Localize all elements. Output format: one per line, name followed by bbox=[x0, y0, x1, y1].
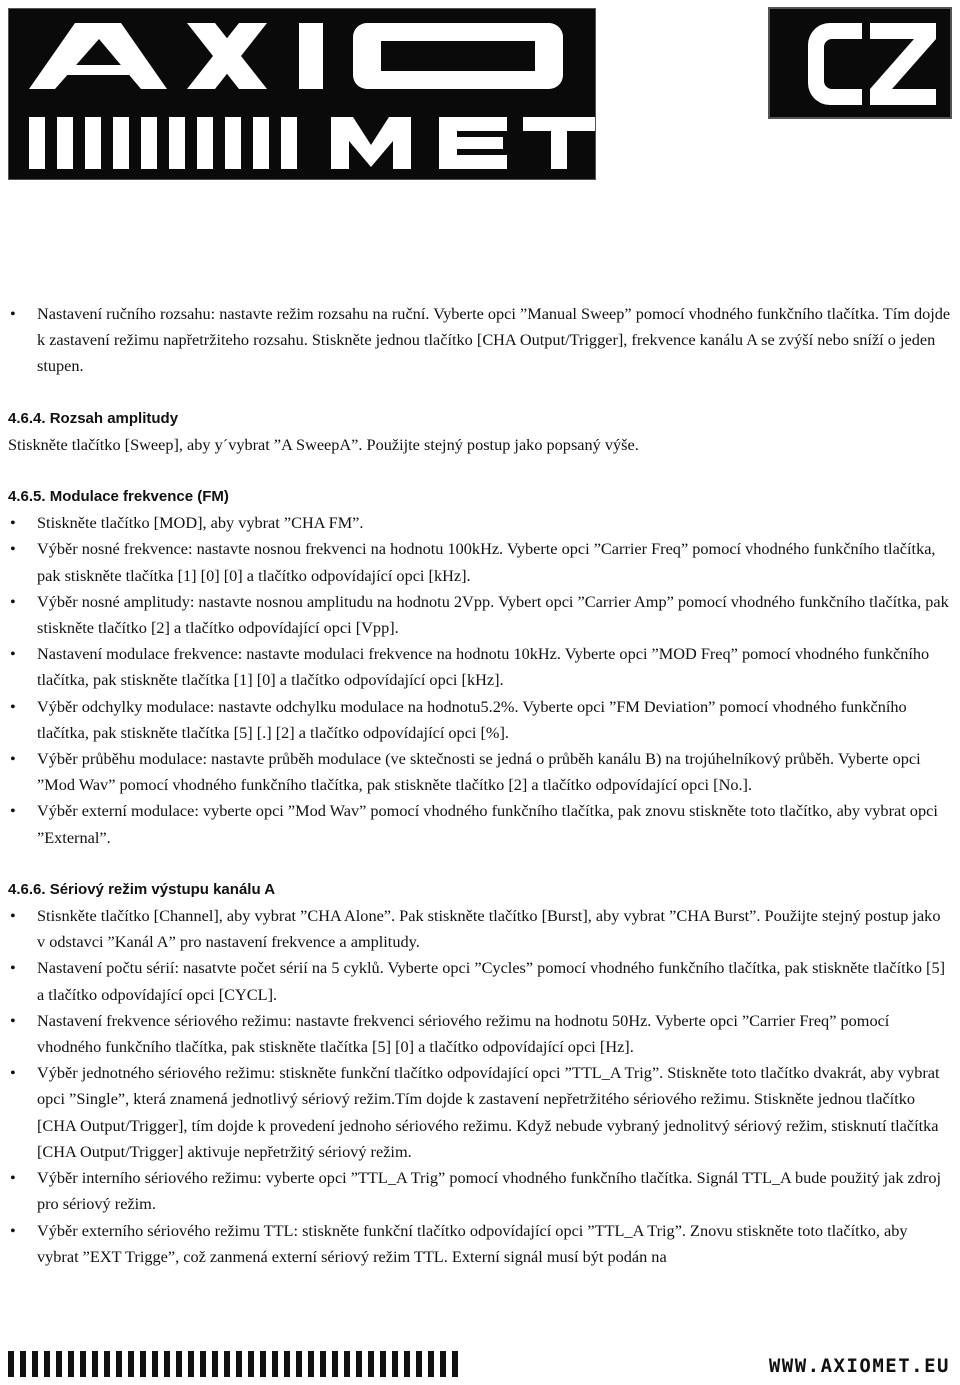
cz-badge bbox=[768, 7, 952, 119]
list-item: • Výběr jednotného sériového režimu: stiskněte funkční tlačítko odpovídající opci ”TTL_A Trig”. Stiskněte toto tlačítko dvakrát, aby vybrat opci ”Single”, která znamená jednotlivý sériový režim.Tím dojde k zastavení nepřetržitého sériového režimu. Stiskněte jednou tlačítko [CHA Output/Trigger], tím dojde k provedení jednoho sériového režimu. Když nebude vybraný jednolitvý sériový režim, stisknutí tlačítka [CHA Output/Trigger] aktivuje nepřetržitý sériový režim. bbox=[8, 1060, 952, 1165]
section-heading-4-6-6: 4.6.6. Sériový režim výstupu kanálu A bbox=[8, 880, 276, 898]
footer-url-logo bbox=[712, 1349, 952, 1379]
list-item: • Výběr interního sériového režimu: vyberte opci ”TTL_A Trig” pomocí vhodného funkčního tlačítka. Signál TTL_A bude použitý jak zdroj pro sériový režim. bbox=[8, 1165, 952, 1217]
section-heading-4-6-4: 4.6.4. Rozsah amplitudy bbox=[8, 409, 179, 427]
list-item: • Výběr průběhu modulace: nastavte průběh modulace (ve sktečnosti se jedná o průběh kanálu B) na trojúhelníkový průběh. Vyberte opci ”Mod Wav” pomocí vhodného funkčního tlačítka, pak stiskněte tlačítko [2] a tlačítko odpovídající opci [No.]. bbox=[8, 746, 952, 798]
list-item: • Nastavení frekvence sériového režimu: nastavte frekvenci sériového režimu na hodnotu 50Hz. Vyberte opci ”Carrier Freq” pomocí vhodného funkčního tlačítka, pak stiskněte tlačítka [5] [0] a tlačítko odpovídající opci [Hz]. bbox=[8, 1008, 952, 1060]
list-item: • Výběr externího sériového režimu TTL: stiskněte funkční tlačítko odpovídající opci ”TTL_A Trig”. Znovu stiskněte toto tlačítko, aby vybrat ”EXT Trigge”, což zanmená externí sériový režim TTL. Externí signál musí být podán na bbox=[8, 1218, 952, 1270]
section-heading-4-6-5: 4.6.5. Modulace frekvence (FM) bbox=[8, 488, 229, 506]
footer-bars-decoration bbox=[8, 1349, 464, 1379]
list-item: • Stisnkěte tlačítko [Channel], aby vybrat ”CHA Alone”. Pak stiskněte tlačítko [Burst], aby vybrat ”CHA Burst”. Použijte stejný postup jako v odstavci ”Kanál A” pro nastavení frekvence a amplitudy. bbox=[8, 903, 952, 955]
list-item: • Nastavení počtu sérií: nasatvte počet sérií na 5 cyklů. Vyberte opci ”Cycles” pomocí vhodného funkčního tlačítka, pak stiskněte tlačítko [5] a tlačítko odpovídající opci [CYCL]. bbox=[8, 955, 952, 1007]
axiomet-logo bbox=[8, 8, 596, 180]
list-item: • Výběr externí modulace: vyberte opci ”Mod Wav” pomocí vhodného funkčního tlačítka, pak znovu stiskněte toto tlačítko, aby vybrat opci ”External”. bbox=[8, 798, 952, 850]
svg-text:WWW.AXIOMET.EU: WWW.AXIOMET.EU bbox=[768, 1355, 950, 1377]
document-body bbox=[8, 301, 952, 1270]
list-item: • Výběr odchylky modulace: nastavte odchylku modulace na hodnotu5.2%. Vyberte opci ”FM Deviation” pomocí vhodného funkčního tlačítka, pak stiskněte tlačítka [5] [.] [2] a tlačítko odpovídající opci [%]. bbox=[8, 694, 952, 746]
list-item: • Nastavení modulace frekvence: nastavte modulaci frekvence na hodnotu 10kHz. Vyberte opci ”MOD Freq” pomocí vhodného funkčního tlačítka, pak stiskněte tlačítka [1] [0] a tlačítko odpovídající opci [kHz]. bbox=[8, 641, 952, 693]
list-item: • Stiskněte tlačítko [MOD], aby vybrat ”CHA FM”. bbox=[8, 510, 952, 536]
paragraph: Stiskněte tlačítko [Sweep], aby y´vybrat ”A SweepA”. Použijte stejný postup jako popsaný výše. bbox=[8, 434, 639, 454]
list-item: • Výběr nosné frekvence: nastavte nosnou frekvenci na hodnotu 100kHz. Vyberte opci ”Carrier Freq” pomocí vhodného funkčního tlačítka, pak stiskněte tlačítka [1] [0] [0] a tlačítko odpovídající opci [kHz]. bbox=[8, 536, 952, 588]
list-item: • Nastavení ručního rozsahu: nastavte režim rozsahu na ruční. Vyberte opci ”Manual Sweep” pomocí vhodného funkčního tlačítka. Tím dojde k zastavení režimu napřetržiteho rozsahu. Stiskněte jednou tlačítko [CHA Output/Trigger], frekvence kanálu A se zvýší nebo sníží o jeden stupen. bbox=[8, 301, 952, 380]
list-item: • Výběr nosné amplitudy: nastavte nosnou amplitudu na hodnotu 2Vpp. Vybert opci ”Carrier Amp” pomocí vhodného funkčního tlačítka, pak stiskněte tlačítko [2] a tlačítko odpovídající opci [Vpp]. bbox=[8, 589, 952, 641]
